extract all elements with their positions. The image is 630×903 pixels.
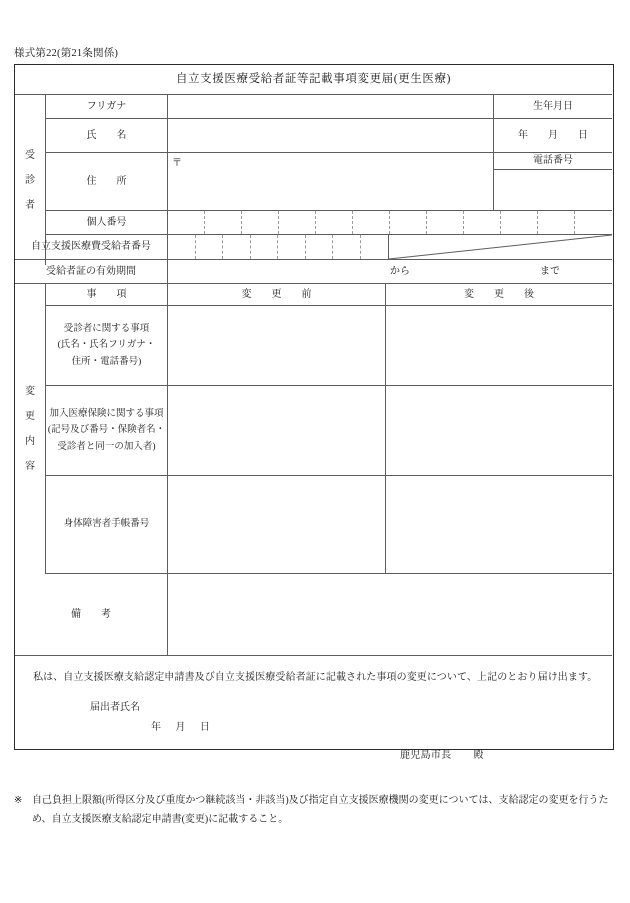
change-content-vertical-label [15,284,46,574]
personal-number-input[interactable] [168,211,612,235]
digit-cell[interactable] [223,235,251,259]
change-row-1-before-input[interactable] [168,306,386,386]
declaration-block [15,656,612,761]
personal-number-label: 個人番号 [46,211,168,235]
address-input[interactable] [168,153,494,211]
name-label: 氏 名 [46,119,168,153]
remarks-input[interactable] [168,574,612,656]
digit-cell[interactable] [279,211,316,234]
addressee-honorific: 殿 [473,750,484,761]
digit-cell[interactable] [168,235,196,259]
birthdate-label: 生年月日 [494,95,612,119]
change-vertical-char-3: 内 [25,436,35,447]
main-form-table [14,64,614,761]
declaration-statement: 私は、自立支援医療支給認定申請書及び自立支援医療受給者証に記載された事項の変更について、上記のとおり届け出ます。 [33,672,598,683]
change-row-3-before-input[interactable] [168,476,386,574]
digit-cell[interactable] [390,211,427,234]
digit-cell[interactable] [242,211,279,234]
form-title: 自立支援医療受給者証等記載事項変更届(更生医療) [15,65,612,95]
change-vertical-char-4: 容 [25,461,35,472]
validity-period-label: 受給者証の有効期間 [15,260,168,284]
phone-input[interactable] [494,170,612,211]
digit-cell[interactable] [316,211,353,234]
change-row-2-after-input[interactable] [386,386,612,476]
change-row-2-line-2: (記号及び番号・保険者名・ [47,425,166,436]
digit-cell[interactable] [251,235,279,259]
validity-to-label: まで [540,265,560,277]
change-header-after: 変 更 後 [386,284,612,306]
digit-cell[interactable] [538,211,575,234]
phone-label: 電話番号 [494,153,612,170]
change-vertical-char-2: 更 [25,411,35,422]
furigana-input[interactable] [168,95,494,119]
digit-cell[interactable] [306,235,334,259]
declaration-date-month: 月 [175,722,186,733]
declaration-date-year: 年 [151,722,162,733]
recipient-number-struck-area [389,235,612,260]
change-row-1-after-input[interactable] [386,306,612,386]
recipient-vertical-char-3: 者 [25,199,35,211]
digit-cell[interactable] [196,235,224,259]
recipient-vertical-char-2: 診 [25,174,35,186]
digit-cell[interactable] [427,211,464,234]
remarks-label: 備 考 [15,574,168,656]
addressee-block [400,746,484,761]
name-input[interactable] [168,119,494,153]
footnote [14,792,618,829]
change-row-2-line-3: 受診者と同一の加入者) [57,441,156,452]
recipient-number-label: 自立支援医療費受給者番号 [15,235,168,260]
change-row-2-before-input[interactable] [168,386,386,476]
declaration-date-fields[interactable] [151,718,224,733]
digit-cell[interactable] [333,235,361,259]
change-header-before: 変 更 前 [168,284,386,306]
change-vertical-char-1: 変 [25,386,35,397]
change-row-2-line-1: 加入医療保険に関する事項 [49,408,164,419]
change-row-3-after-input[interactable] [386,476,612,574]
footnote-mark-icon: ※ [14,795,23,806]
change-row-2-label [46,386,168,476]
change-row-3-line-1: 身体障害者手帳番号 [63,519,150,530]
postal-mark-icon: 〒 [172,158,182,169]
digit-cell[interactable] [278,235,306,259]
furigana-label: フリガナ [46,95,168,119]
addressee-label: 鹿児島市長 [400,750,452,761]
declaration-date-day: 日 [199,722,211,733]
change-row-1-label [46,306,168,386]
digit-cell[interactable] [353,211,390,234]
digit-cell[interactable] [168,211,205,234]
footnote-text: 自己負担上限額(所得区分及び重度かつ継続該当・非該当)及び指定自立支援医療機関の変更については、支給認定の変更を行うため、自立支援医療支給認定申請書(変更)に記載すること。 [32,795,609,825]
digit-cell[interactable] [464,211,501,234]
change-row-1-line-3: 住所・電話番号) [71,356,142,367]
validity-from-label: から [390,265,410,277]
address-label: 住 所 [46,153,168,211]
recipient-number-input[interactable] [168,235,389,260]
digit-cell[interactable] [361,235,389,259]
applicant-name-label: 届出者氏名 [90,702,140,713]
form-number-label: 様式第22(第21条関係) [14,48,119,59]
birthdate-input[interactable]: 年 月 日 [494,119,612,153]
change-row-3-label [46,476,168,574]
recipient-vertical-char-1: 受 [25,149,35,161]
validity-period-input[interactable] [168,260,612,284]
change-header-item: 事 項 [46,284,168,306]
change-row-1-line-1: 受診者に関する事項 [63,323,150,334]
digit-cell[interactable] [205,211,242,234]
change-row-1-line-2: (氏名・氏名フリガナ・ [57,340,156,351]
digit-cell[interactable] [501,211,538,234]
digit-cell[interactable] [575,211,612,234]
